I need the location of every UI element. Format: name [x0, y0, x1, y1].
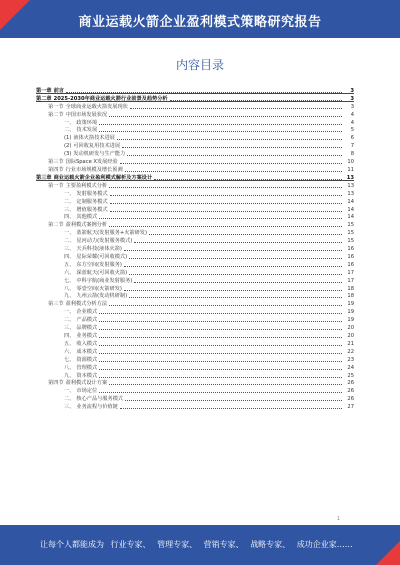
toc-entry-label: 全球商业运载火箭发展现状: [65, 103, 128, 110]
footer-role: 行业专家、: [110, 540, 151, 549]
toc-entry-page: 14: [347, 206, 354, 213]
toc-entry[interactable]: [36, 355, 354, 363]
toc-entry-number: 三、: [64, 325, 75, 332]
toc-entry[interactable]: [36, 149, 354, 157]
toc-entry-number: (3): [64, 151, 72, 158]
toc-entry-page: 27: [347, 404, 354, 411]
toc-entry-number: 第二章: [36, 95, 52, 102]
toc-entry-page: 16: [347, 261, 354, 268]
toc-leader-dots: [134, 282, 342, 283]
toc-entry-number: 六、: [64, 269, 75, 276]
toc-leader-dots: [124, 266, 342, 267]
toc-entry[interactable]: [36, 228, 354, 236]
toc-leader-dots: [99, 353, 342, 354]
toc-entry-number: 第二节: [48, 111, 64, 118]
toc-entry[interactable]: [36, 371, 354, 379]
toc-entry-page: 7: [350, 143, 354, 150]
toc-entry-page: 26: [347, 396, 354, 403]
page-footer: [0, 525, 400, 565]
toc-leader-dots: [109, 305, 342, 306]
toc-entry-number: (1): [64, 135, 72, 142]
toc-entry[interactable]: [36, 394, 354, 402]
toc-entry[interactable]: [36, 157, 354, 165]
toc-entry-page: 23: [347, 356, 354, 363]
toc-leader-dots: [154, 179, 342, 180]
toc-entry-page: 26: [347, 388, 354, 395]
toc-entry[interactable]: [36, 323, 354, 331]
toc-entry-label: 东方空间(发射服务): [76, 261, 122, 268]
toc-leader-dots: [99, 361, 342, 362]
toc-leader-dots: [110, 211, 342, 212]
toc-entry-page: 3: [350, 87, 354, 94]
toc-leader-dots: [130, 108, 342, 109]
toc-entry-number: 九、: [64, 293, 75, 300]
toc-entry-label: 资本模式: [76, 372, 98, 379]
toc-entry[interactable]: [36, 133, 354, 141]
toc-entry[interactable]: [36, 307, 354, 315]
toc-entry-label: 蓝箭航天(发射服务+火箭研发): [76, 230, 148, 237]
toc-entry[interactable]: [36, 213, 354, 221]
toc-entry-number: 二、: [64, 238, 75, 245]
toc-leader-dots: [170, 100, 342, 101]
toc-leader-dots: [124, 290, 342, 291]
footer-lead: 让每个人都能成为: [40, 540, 104, 549]
toc-entry-label: 业务流程与价值链: [76, 404, 118, 411]
toc-entry-page: 19: [347, 317, 354, 324]
toc-entry-label: 前言: [53, 87, 64, 94]
toc-entry-number: 三、: [64, 404, 75, 411]
toc-entry[interactable]: [36, 236, 354, 244]
toc-entry[interactable]: [36, 205, 354, 213]
toc-leader-dots: [99, 377, 342, 378]
toc-entry-page: 26: [347, 380, 354, 387]
toc-leader-dots: [129, 274, 342, 275]
toc-entry-page: 22: [347, 348, 354, 355]
toc-entry-label: 中科宇航(商业发射服务): [76, 277, 133, 284]
toc-leader-dots: [129, 297, 342, 298]
toc-entry-label: 技术发展: [76, 127, 98, 134]
toc-entry-page: 10: [347, 159, 354, 166]
toc-entry-page: 16: [347, 246, 354, 253]
toc-leader-dots: [109, 384, 342, 385]
toc-entry-number: 五、: [64, 340, 75, 347]
toc-entry[interactable]: [36, 347, 354, 355]
toc-entry-label: 液体火箭技术进展: [73, 135, 115, 142]
toc-entry-label: 盈利模式设计方案: [65, 380, 108, 387]
toc-entry-label: 核心产品与服务模式: [76, 396, 124, 403]
toc-entry-page: 20: [347, 325, 354, 332]
toc-entry-label: 九州云箭(发动机研制): [76, 293, 128, 300]
toc-entry-page: 6: [350, 135, 354, 142]
toc-leader-dots: [120, 408, 342, 409]
toc-entry-number: 八、: [64, 364, 75, 371]
toc-leader-dots: [122, 147, 342, 148]
toc-entry-page: 15: [347, 222, 354, 229]
toc-entry-number: 三、: [64, 246, 75, 253]
toc-leader-dots: [125, 400, 342, 401]
toc-entry-label: 其他模式: [76, 214, 98, 221]
toc-leader-dots: [125, 171, 342, 172]
toc-entry-label: 中国市场发展状况: [65, 111, 108, 118]
toc-entry-number: 七、: [64, 277, 75, 284]
toc-entry-number: 二、: [64, 198, 75, 205]
toc-entry[interactable]: [36, 126, 354, 134]
toc-entry-label: 行业市场规模及增长预测: [65, 166, 123, 173]
toc-entry-number: 第四节: [48, 166, 64, 173]
toc-entry-page: 13: [347, 182, 354, 189]
toc-entry-page: 17: [347, 277, 354, 284]
toc-entry-number: 第四节: [48, 380, 64, 387]
toc-entry-label: 国际Space X发展经验: [65, 159, 118, 166]
toc-entry[interactable]: [36, 244, 354, 252]
toc-entry-number: 四、: [64, 214, 75, 221]
toc-entry-page: 21: [347, 340, 354, 347]
toc-entry-page: 18: [347, 285, 354, 292]
toc-leader-dots: [127, 155, 342, 156]
toc-entry-label: 成本模式: [76, 348, 98, 355]
toc-entry-label: 定制服务模式: [76, 198, 108, 205]
toc-entry-page: 13: [347, 190, 354, 197]
toc-entry[interactable]: [36, 402, 354, 410]
toc-entry-label: 企业模式: [76, 309, 98, 316]
toc-entry-number: 六、: [64, 348, 75, 355]
toc-leader-dots: [66, 92, 342, 93]
toc-entry-number: 第三章: [36, 174, 52, 181]
toc-entry-label: 资源模式: [76, 356, 98, 363]
toc-entry-number: 八、: [64, 285, 75, 292]
toc-entry-page: 17: [347, 269, 354, 276]
toc-entry[interactable]: [36, 110, 354, 118]
toc-entry-label: 商业运载火箭企业盈利模式解析及方案设计: [53, 174, 153, 181]
toc-entry-number: 二、: [64, 127, 75, 134]
toc-entry[interactable]: [36, 252, 354, 260]
toc-entry-number: 第三节: [48, 159, 64, 166]
toc-leader-dots: [124, 250, 342, 251]
toc-entry[interactable]: [36, 220, 354, 228]
toc-entry-number: (2): [64, 143, 72, 150]
report-header: [0, 0, 400, 38]
toc-leader-dots: [134, 242, 342, 243]
toc-entry-label: 收入模式: [76, 340, 98, 347]
toc-entry[interactable]: [36, 173, 354, 181]
footer-accent-triangle: [376, 541, 400, 565]
toc-entry-number: 一、: [64, 119, 75, 126]
toc-entry-page: 5: [350, 127, 354, 134]
toc-entry-label: 主要盈利模式分析: [65, 182, 108, 189]
toc-entry-label: 盈利模式案例分析: [65, 222, 108, 229]
toc-entry[interactable]: [36, 102, 354, 110]
toc-entry-number: 四、: [64, 253, 75, 260]
table-of-contents: [36, 86, 354, 410]
toc-entry-page: 25: [347, 372, 354, 379]
toc-leader-dots: [99, 345, 342, 346]
toc-entry[interactable]: [36, 299, 354, 307]
toc-entry[interactable]: [36, 339, 354, 347]
toc-entry-page: 18: [347, 293, 354, 300]
toc-leader-dots: [120, 163, 342, 164]
toc-entry[interactable]: [36, 260, 354, 268]
toc-entry-label: 星河动力(发射服务模式): [76, 238, 133, 245]
toc-entry-page: 24: [347, 364, 354, 371]
toc-entry-label: 增值服务模式: [76, 206, 108, 213]
toc-leader-dots: [109, 116, 342, 117]
toc-entry-number: 四、: [64, 333, 75, 339]
toc-entry-number: 二、: [64, 396, 75, 403]
toc-leader-dots: [129, 258, 342, 259]
toc-entry-number: 第一节: [48, 182, 64, 189]
toc-entry-page: 11: [347, 166, 354, 173]
toc-entry-label: 零壹空间(火箭研发): [76, 285, 122, 292]
toc-heading: 内容目录: [175, 58, 224, 72]
toc-leader-dots: [109, 187, 342, 188]
toc-entry-label: 天兵科技(液体火箭): [76, 246, 122, 253]
toc-entry[interactable]: [36, 94, 354, 102]
toc-entry-number: 一、: [64, 309, 75, 316]
footer-role: 管理专家、: [157, 540, 198, 549]
toc-entry-label: 管理模式: [76, 364, 98, 371]
toc-entry-label: 盈利模式分析方法: [65, 301, 108, 308]
toc-entry-label: 2025-2030年商业运载火箭行业前景及趋势分析: [53, 95, 168, 102]
toc-entry[interactable]: [36, 268, 354, 276]
toc-entry[interactable]: [36, 292, 354, 300]
toc-entry-page: 3: [350, 103, 354, 110]
toc-entry-number: 三、: [64, 206, 75, 213]
toc-entry-number: 第二节: [48, 222, 64, 229]
toc-entry-page: 4: [350, 119, 354, 126]
toc-entry[interactable]: [36, 141, 354, 149]
toc-leader-dots: [99, 321, 342, 322]
toc-entry-number: 一、: [64, 190, 75, 197]
toc-entry[interactable]: [36, 165, 354, 173]
toc-entry-number: 第三节: [48, 301, 64, 308]
toc-entry-label: 品牌模式: [76, 325, 98, 332]
toc-entry-page: 14: [347, 198, 354, 205]
toc-entry-label: 业务模式: [76, 333, 98, 339]
toc-leader-dots: [149, 234, 342, 235]
toc-entry-label: 可回收复用技术进展: [73, 143, 121, 150]
toc-leader-dots: [99, 337, 342, 338]
toc-entry-page: 15: [347, 230, 354, 237]
toc-leader-dots: [117, 139, 342, 140]
toc-entry[interactable]: [36, 197, 354, 205]
page-number: 1: [336, 516, 340, 522]
toc-entry-label: 发动机研发与生产能力: [73, 151, 126, 158]
toc-entry-page: 19: [347, 309, 354, 316]
toc-entry[interactable]: [36, 363, 354, 371]
toc-entry-page: 3: [350, 95, 354, 102]
toc-entry[interactable]: [36, 386, 354, 394]
toc-entry[interactable]: [36, 118, 354, 126]
toc-leader-dots: [109, 226, 342, 227]
toc-entry-page: 14: [347, 214, 354, 221]
toc-entry-page: 4: [350, 111, 354, 118]
toc-entry[interactable]: [36, 86, 354, 94]
toc-entry[interactable]: [36, 276, 354, 284]
toc-entry-label: 政策环境: [76, 119, 98, 126]
toc-leader-dots: [99, 131, 342, 132]
toc-leader-dots: [99, 124, 342, 125]
toc-entry-number: 第一节: [48, 103, 64, 110]
toc-entry[interactable]: [36, 315, 354, 323]
toc-entry-number: 二、: [64, 317, 75, 324]
toc-entry-number: 九、: [64, 372, 75, 379]
toc-entry-number: 第一章: [36, 87, 52, 94]
toc-entry-label: 发射服务模式: [76, 190, 108, 197]
toc-entry-label: 深蓝航天(可回收火箭): [76, 269, 128, 276]
toc-leader-dots: [110, 203, 342, 204]
footer-role: 营销专家、: [203, 540, 244, 549]
footer-role: 战略专家、: [250, 540, 291, 549]
toc-leader-dots: [99, 329, 342, 330]
toc-entry-page: 8: [350, 151, 354, 158]
toc-entry[interactable]: [36, 181, 354, 189]
toc-entry-number: 一、: [64, 230, 75, 237]
toc-entry-label: 星际荣耀(可回收模式): [76, 253, 128, 260]
toc-leader-dots: [99, 392, 342, 393]
toc-leader-dots: [110, 195, 342, 196]
toc-entry-page: 13: [346, 174, 354, 181]
toc-entry-label: 市场定位: [76, 388, 98, 395]
toc-entry-label: 产品模式: [76, 317, 98, 324]
report-title: 商业运载火箭企业盈利模式策略研究报告: [78, 15, 322, 30]
toc-entry[interactable]: [36, 284, 354, 292]
toc-entry-page: 16: [347, 253, 354, 260]
toc-entry-page: 19: [347, 301, 354, 308]
toc-entry-number: 五、: [64, 261, 75, 268]
toc-entry-number: 一、: [64, 388, 75, 395]
toc-entry-number: 七、: [64, 356, 75, 363]
toc-entry[interactable]: [36, 331, 354, 339]
toc-entry[interactable]: [36, 189, 354, 197]
footer-slogan: [40, 539, 357, 550]
toc-entry-page: 20: [347, 333, 354, 339]
toc-leader-dots: [99, 218, 342, 219]
toc-leader-dots: [99, 313, 342, 314]
toc-entry[interactable]: [36, 379, 354, 387]
footer-role: 成功企业家……: [296, 540, 353, 549]
toc-leader-dots: [99, 369, 342, 370]
toc-entry-page: 15: [347, 238, 354, 245]
